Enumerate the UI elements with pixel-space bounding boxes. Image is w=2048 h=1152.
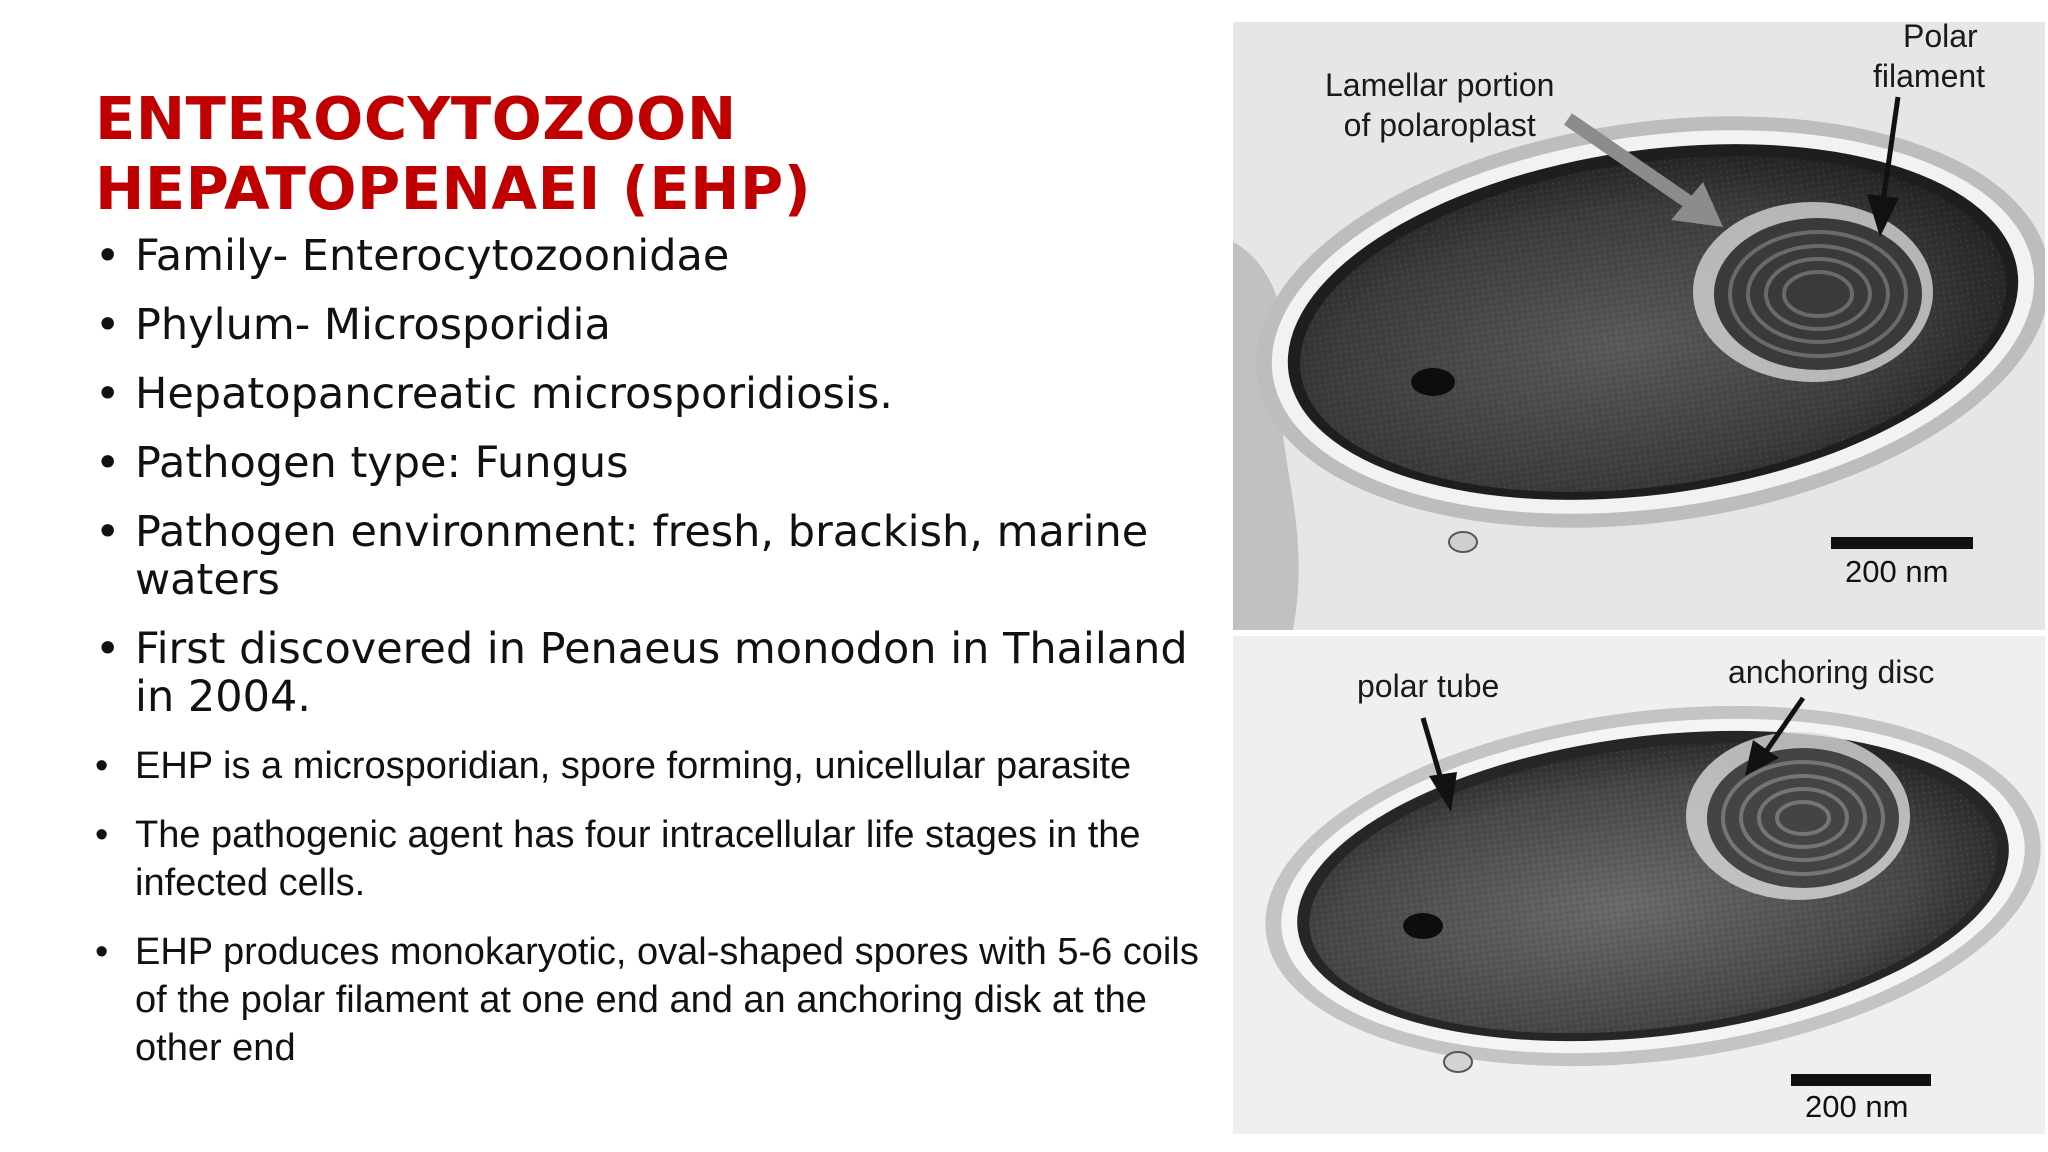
bullet-text: The pathogenic agent has four intracellular life stages in the infected cells. (135, 814, 1141, 904)
bullet-item (95, 928, 1235, 1072)
bullet-dot: • (95, 438, 121, 488)
bullet-item (95, 508, 1235, 604)
bullet-text: Family- Enterocytozoonidae (135, 231, 730, 281)
bullet-dot: • (95, 231, 121, 281)
bullet-text: Pathogen type: Fungus (135, 438, 629, 488)
bullet-item (95, 301, 1235, 349)
bullet-item (95, 742, 1235, 790)
scale-bar-bottom (1791, 1074, 1931, 1086)
bullet-text: EHP is a microsporidian, spore forming, unicellular parasite (135, 745, 1132, 787)
bullet-text: Phylum- Microsporidia (135, 300, 611, 350)
label-lamellar-line1: Lamellar portion (1325, 67, 1555, 103)
bullet-dot: • (95, 931, 109, 973)
bullet-text: Pathogen environment: fresh, brackish, marine waters (135, 507, 1149, 605)
scale-bar-top (1831, 537, 1973, 549)
bullet-item (95, 232, 1235, 280)
label-lamellar-portion (1325, 65, 1554, 145)
bullet-list (95, 232, 1235, 1093)
scale-label-bottom: 200 nm (1805, 1089, 1909, 1124)
label-lamellar-line2: of polaroplast (1343, 107, 1536, 143)
bullet-item (95, 370, 1235, 418)
bullet-dot: • (95, 300, 121, 350)
label-anchoring-disc: anchoring disc (1728, 654, 1935, 690)
bullet-dot: • (95, 507, 121, 557)
label-polar-filament (1873, 22, 1985, 96)
label-polar-tube: polar tube (1357, 668, 1500, 704)
bullet-text: EHP produces monokaryotic, oval-shaped spores with 5-6 coils of the polar filament at one end and an anchoring disk at the other end (135, 931, 1199, 1069)
label-polar-line1: Polar (1903, 22, 1978, 54)
bullet-text: Hepatopancreatic microsporidiosis. (135, 369, 893, 419)
bullet-item (95, 439, 1235, 487)
bullet-dot: • (95, 814, 109, 856)
bullet-text: First discovered in Penaeus monodon in Thailand in 2004. (135, 624, 1188, 722)
scale-label-top: 200 nm (1845, 554, 1949, 589)
bullet-item (95, 811, 1235, 907)
bullet-dot: • (95, 745, 109, 787)
micrograph-top (1233, 22, 2045, 630)
bullet-item (95, 625, 1235, 721)
micrograph-bottom (1233, 636, 2045, 1134)
label-polar-line2: filament (1873, 58, 1986, 94)
bullet-dot: • (95, 369, 121, 419)
slide-title: ENTEROCYTOZOON HEPATOPENAEI (EHP) (95, 84, 812, 223)
bullet-dot: • (95, 624, 121, 674)
spore-micrograph-bottom-image (1233, 636, 2045, 1134)
